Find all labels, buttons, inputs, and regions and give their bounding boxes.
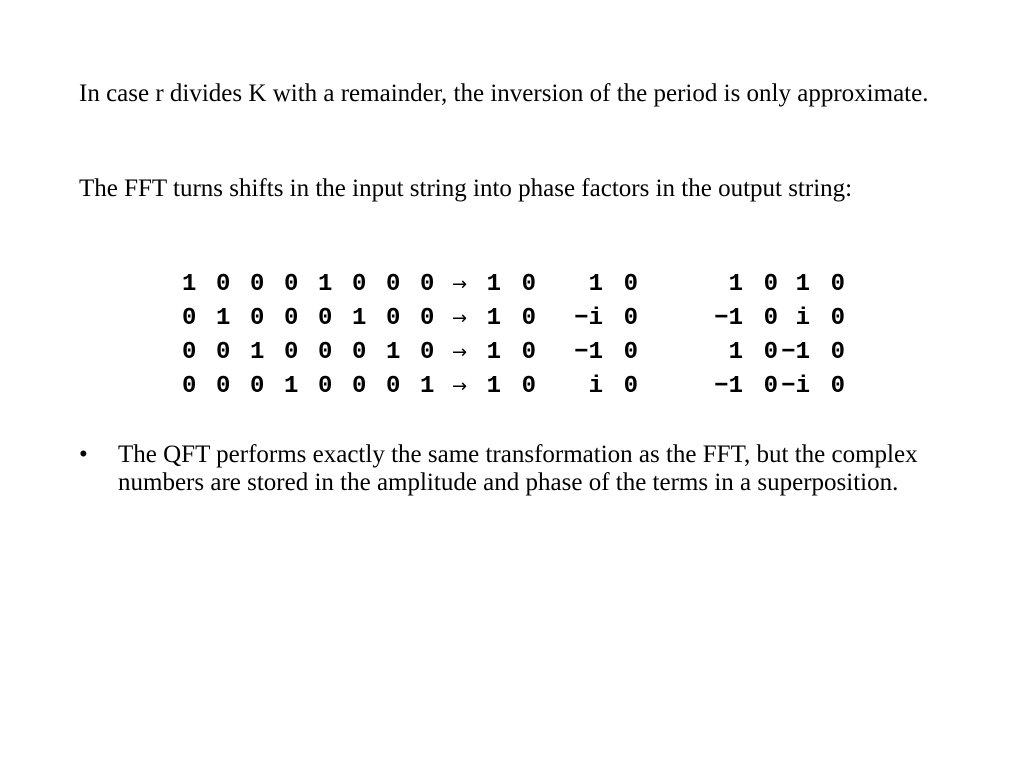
bullet-marker: •: [79, 441, 88, 468]
output-value: 1: [486, 271, 501, 298]
input-digit: 0: [250, 271, 265, 298]
input-digit: 0: [284, 271, 299, 298]
input-digit: 0: [250, 373, 265, 400]
output-value: i: [588, 373, 603, 400]
output-value: 0: [521, 339, 536, 366]
input-digit: 0: [182, 373, 197, 400]
output-value: 0: [623, 373, 638, 400]
table-row: [0, 304, 1024, 338]
output-value: 0: [521, 271, 536, 298]
input-digit: 0: [420, 339, 435, 366]
input-digit: 0: [284, 339, 299, 366]
output-value: 0: [521, 373, 536, 400]
output-value: 1: [728, 339, 743, 366]
output-value: 0: [830, 305, 845, 332]
output-value: 0: [830, 373, 845, 400]
paragraph-fft-shifts: The FFT turns shifts in the input string into phase factors in the output string:: [79, 175, 853, 202]
output-value: −1: [714, 305, 743, 332]
transform-table: [0, 270, 1024, 410]
output-value: −1: [781, 339, 810, 366]
output-value: 0: [830, 271, 845, 298]
input-digit: 0: [284, 305, 299, 332]
output-value: 1: [728, 271, 743, 298]
input-digit: 0: [318, 305, 333, 332]
input-digit: 0: [420, 305, 435, 332]
output-value: −1: [574, 339, 603, 366]
input-digit: 1: [318, 271, 333, 298]
output-value: −i: [574, 305, 603, 332]
input-digit: 1: [386, 339, 401, 366]
input-digit: 0: [182, 339, 197, 366]
input-digit: 0: [318, 373, 333, 400]
output-value: 0: [521, 305, 536, 332]
output-value: i: [795, 305, 810, 332]
output-value: 1: [486, 373, 501, 400]
input-digit: 0: [386, 373, 401, 400]
output-value: 0: [623, 339, 638, 366]
input-digit: 0: [352, 373, 367, 400]
output-value: 1: [486, 339, 501, 366]
input-digit: 1: [216, 305, 231, 332]
output-value: 1: [588, 271, 603, 298]
input-digit: 0: [216, 339, 231, 366]
output-value: 0: [763, 271, 778, 298]
output-value: −1: [714, 373, 743, 400]
input-digit: 1: [284, 373, 299, 400]
output-value: 1: [795, 271, 810, 298]
input-digit: 0: [250, 305, 265, 332]
output-value: 0: [763, 305, 778, 332]
input-digit: 0: [216, 271, 231, 298]
paragraph-period-inversion: In case r divides K with a remainder, the inversion of the period is only approximate.: [79, 80, 929, 107]
input-digit: 1: [420, 373, 435, 400]
bullet-text: The QFT performs exactly the same transformation as the FFT, but the complex numbers are stored in the amplitude and phase of the terms in a superposition.: [118, 441, 918, 496]
table-row: [0, 338, 1024, 372]
input-digit: 0: [352, 339, 367, 366]
input-digit: 0: [182, 305, 197, 332]
output-value: 1: [486, 305, 501, 332]
right-arrow-icon: →: [452, 376, 468, 397]
input-digit: 0: [420, 271, 435, 298]
output-value: 0: [763, 339, 778, 366]
input-digit: 0: [386, 305, 401, 332]
output-value: 0: [830, 339, 845, 366]
bullet-item-qft: [79, 441, 939, 497]
right-arrow-icon: →: [452, 342, 468, 363]
output-value: 0: [623, 305, 638, 332]
right-arrow-icon: →: [452, 274, 468, 295]
output-value: 0: [623, 271, 638, 298]
table-row: [0, 372, 1024, 406]
input-digit: 1: [182, 271, 197, 298]
table-row: [0, 270, 1024, 304]
right-arrow-icon: →: [452, 308, 468, 329]
output-value: −i: [781, 373, 810, 400]
input-digit: 1: [352, 305, 367, 332]
input-digit: 1: [250, 339, 265, 366]
input-digit: 0: [386, 271, 401, 298]
input-digit: 0: [216, 373, 231, 400]
input-digit: 0: [352, 271, 367, 298]
input-digit: 0: [318, 339, 333, 366]
output-value: 0: [763, 373, 778, 400]
